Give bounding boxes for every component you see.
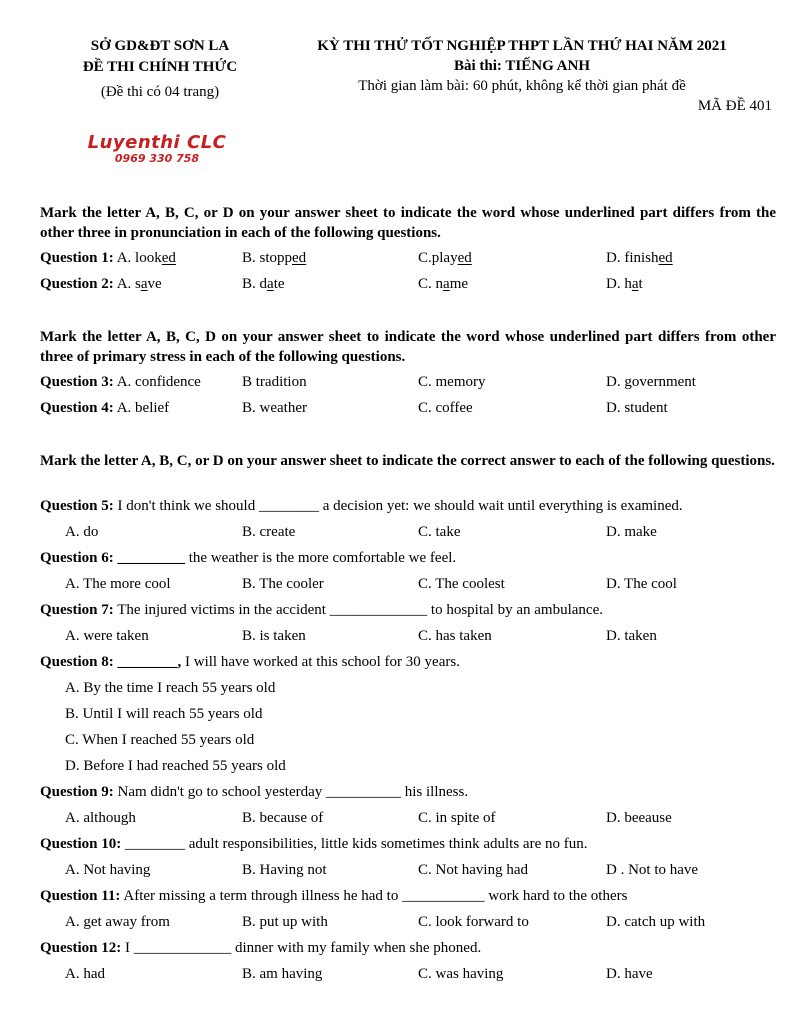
- logo-phone: 0969 330 758: [114, 152, 200, 165]
- question-8-stem: Question 8: ________, I will have worked at this school for 30 years.: [40, 654, 460, 670]
- question-4-option-a: Question 4: A. belief: [40, 400, 170, 416]
- option-b: B. am having: [242, 966, 323, 982]
- option-a: A. although: [65, 810, 136, 826]
- option-c: C. has taken: [418, 628, 492, 644]
- question-8-option-d: D. Before I had reached 55 years old: [65, 758, 286, 774]
- official-exam-label: ĐỀ THI CHÍNH THỨC: [82, 59, 238, 75]
- question-7-stem: Question 7: The injured victims in the accident _____________ to hospital by an ambulance.: [40, 602, 603, 618]
- subject-title: Bài thi: TIẾNG ANH: [453, 58, 590, 74]
- question-10-options: [40, 859, 780, 881]
- question-number: Question 7:: [40, 602, 114, 618]
- option-d: D. The cool: [606, 576, 677, 592]
- question-10-stem: Question 10: ________ adult responsibilities, little kids sometimes think adults are no fun.: [40, 836, 588, 852]
- option-c: C. Not having had: [418, 862, 528, 878]
- question-7-options: [40, 625, 780, 647]
- option-d: D. taken: [606, 628, 657, 644]
- question-2-option-b: B. date: [242, 276, 285, 292]
- question-2-option-d: D. hat: [606, 276, 643, 292]
- question-8-option-a: A. By the time I reach 55 years old: [65, 680, 276, 696]
- option-d: D. have: [606, 966, 653, 982]
- question-number: Question 1:: [40, 250, 114, 266]
- question-2: [40, 273, 780, 295]
- question-5-stem: Question 5: I don't think we should ________ a decision yet: we should wait until everything is examined.: [40, 498, 683, 514]
- question-3: [40, 371, 780, 393]
- question-number: Question 10:: [40, 836, 122, 852]
- question-number: Question 5:: [40, 498, 114, 514]
- question-1: [40, 247, 780, 269]
- option-a: A. do: [65, 524, 99, 540]
- option-a: A. had: [65, 966, 105, 982]
- option-b: B. put up with: [242, 914, 328, 930]
- option-d: D. make: [606, 524, 657, 540]
- question-2-option-c: C. name: [418, 276, 469, 292]
- watermark-logo: [82, 133, 232, 165]
- question-number: Question 9:: [40, 784, 114, 800]
- question-number: Question 4:: [40, 400, 114, 416]
- question-number: Question 11:: [40, 888, 121, 904]
- question-8-option-c: C. When I reached 55 years old: [65, 732, 255, 748]
- option-b: B. because of: [242, 810, 324, 826]
- question-4: [40, 397, 780, 419]
- option-b: B. Having not: [242, 862, 327, 878]
- option-d: D. catch up with: [606, 914, 706, 930]
- question-6-options: [40, 573, 780, 595]
- option-c: C. in spite of: [418, 810, 496, 826]
- option-c: C. was having: [418, 966, 504, 982]
- option-d: D . Not to have: [606, 862, 699, 878]
- question-1-options-a: Question 1: A. looked: [40, 250, 176, 266]
- time-limit: Thời gian làm bài: 60 phút, không kể thời gian phát đề: [358, 78, 686, 94]
- question-8-option-b: B. Until I will reach 55 years old: [65, 706, 263, 722]
- header-right: [272, 36, 772, 116]
- question-9-stem: Question 9: Nam didn't go to school yesterday __________ his illness.: [40, 784, 469, 800]
- option-b: B. The cooler: [242, 576, 324, 592]
- option-c: C. look forward to: [418, 914, 529, 930]
- question-12-stem: Question 12: I _____________ dinner with my family when she phoned.: [40, 940, 482, 956]
- question-number: Question 6:: [40, 550, 114, 566]
- option-c: C. take: [418, 524, 461, 540]
- question-1-option-c: C.played: [418, 250, 472, 266]
- page-count-note: (Đề thi có 04 trang): [100, 84, 220, 100]
- option-b: B. is taken: [242, 628, 306, 644]
- exam-title: KỲ THI THỬ TỐT NGHIỆP THPT LẦN THỨ HAI NĂM 2021: [317, 38, 727, 54]
- question-4-option-d: D. student: [606, 400, 668, 416]
- option-b: B. create: [242, 524, 296, 540]
- question-4-option-b: B. weather: [242, 400, 307, 416]
- section-1-instruction: Mark the letter A, B, C, or D on your answer sheet to indicate the word whose underlined part differs from the other three in pronunciation in each of the following questions.: [40, 205, 776, 241]
- header-left: [40, 36, 280, 103]
- question-number: Question 2:: [40, 276, 114, 292]
- option-a: A. The more cool: [65, 576, 171, 592]
- question-3-option-b: B tradition: [242, 374, 307, 390]
- question-number: Question 8:: [40, 654, 114, 670]
- section-3-instruction: Mark the letter A, B, C, or D on your answer sheet to indicate the correct answer to each of the following questions.: [40, 453, 775, 469]
- option-a: A. were taken: [65, 628, 149, 644]
- question-6-stem: Question 6: _________ the weather is the more comfortable we feel.: [40, 550, 457, 566]
- question-11-options: [40, 911, 780, 933]
- question-3-option-c: C. memory: [418, 374, 486, 390]
- option-a: A. Not having: [65, 862, 151, 878]
- question-3-option-d: D. government: [606, 374, 696, 390]
- question-5-options: [40, 521, 780, 543]
- question-number: Question 12:: [40, 940, 122, 956]
- question-number: Question 3:: [40, 374, 114, 390]
- question-12-options: [40, 963, 780, 985]
- question-1-option-d: D. finished: [606, 250, 673, 266]
- section-2-instruction: Mark the letter A, B, C, D on your answer sheet to indicate the word whose underlined part differs from other three of primary stress in each of the following questions.: [40, 329, 776, 365]
- question-1-option-b: B. stopped: [242, 250, 307, 266]
- question-2-option-a: Question 2: A. save: [40, 276, 162, 292]
- option-d: D. beeause: [606, 810, 672, 826]
- option-c: C. The coolest: [418, 576, 505, 592]
- question-9-options: [40, 807, 780, 829]
- logo-brand: Luyenthi CLC: [87, 132, 227, 153]
- option-a: A. get away from: [65, 914, 170, 930]
- department-name: SỞ GD&ĐT SƠN LA: [90, 38, 230, 54]
- question-3-option-a: Question 3: A. confidence: [40, 374, 201, 390]
- question-11-stem: Question 11: After missing a term through illness he had to ___________ work hard to the others: [40, 888, 628, 904]
- exam-code: MÃ ĐỀ 401: [697, 98, 772, 114]
- question-4-option-c: C. coffee: [418, 400, 473, 416]
